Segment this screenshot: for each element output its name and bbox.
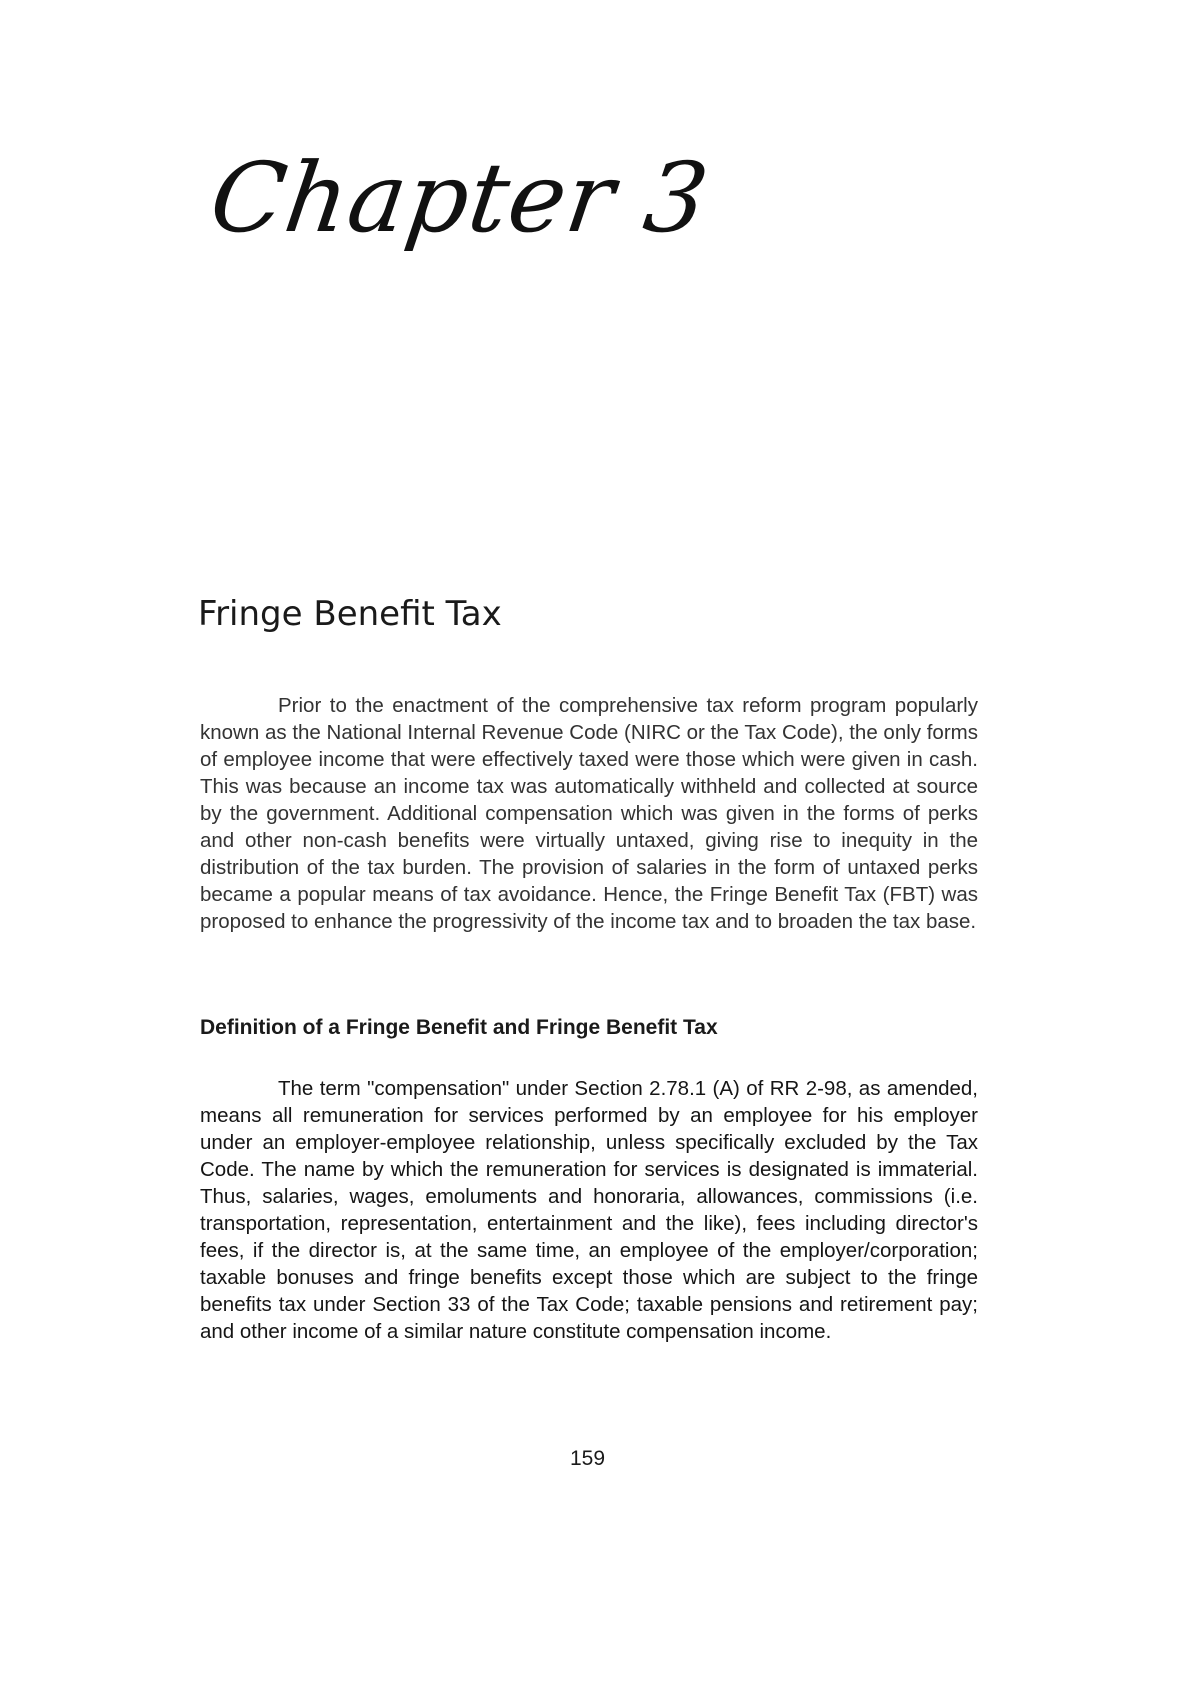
page-number: 159 [569,1447,606,1470]
chapter-heading: Chapter 3 [203,142,716,254]
section-title: Fringe Benefit Tax [198,594,502,634]
intro-paragraph: Prior to the enactment of the comprehensive tax reform program popularly known as the National Internal Revenue Code (NIRC or the Tax Code), the only forms of employee income that were effectively taxed were those which were given in cash. This was because an income tax was automatically withheld and collected at source by the government. Additional compensation which was given in the forms of perks and other non-cash benefits were virtually untaxed, giving rise to inequity in the distribution of the tax burden. The provision of salaries in the form of untaxed perks became a popular means of tax avoidance. Hence, the Fringe Benefit Tax (FBT) was proposed to enhance the progressivity of the income tax and to broaden the tax base. [200,694,978,933]
subsection-title: Definition of a Fringe Benefit and Fringe Benefit Tax [200,1016,718,1039]
definition-paragraph: The term "compensation" under Section 2.78.1 (A) of RR 2-98, as amended, means all remuneration for services performed by an employee for his employer under an employer-employee relationship, unless specifically excluded by the Tax Code. The name by which the remuneration for services is designated is immaterial. Thus, salaries, wages, emoluments and honoraria, allowances, commissions (i.e. transportation, representation, entertainment and the like), fees including director's fees, if the director is, at the same time, an employee of the employer/corporation; taxable bonuses and fringe benefits except those which are subject to the fringe benefits tax under Section 33 of the Tax Code; taxable pensions and retirement pay; and other income of a similar nature constitute compensation income. [200,1077,978,1343]
